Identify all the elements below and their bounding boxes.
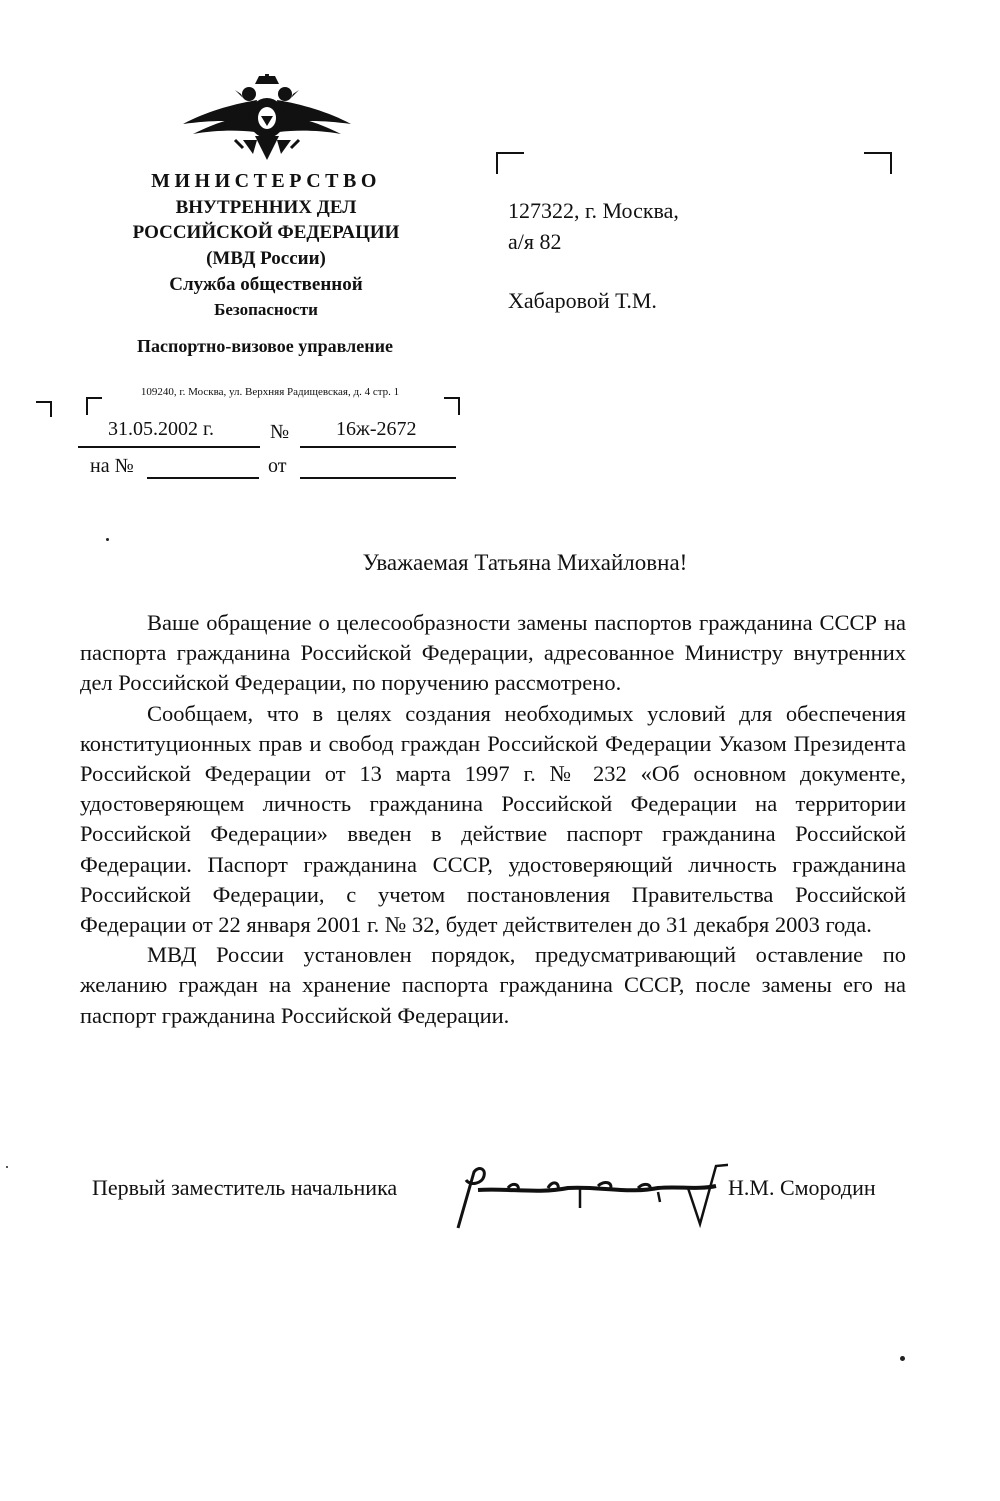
body-paragraph: Ваше обращение о целесообразности замены паспортов гражданина СССР на паспорта гражданина Российской Федерации, адресованное Министру внутренних дел Российской Федерации, по поручению рассмотрено.: [80, 610, 906, 696]
service-name-line2: Безопасности: [214, 300, 318, 319]
body-paragraph: МВД России установлен порядок, предусматривающий оставление по желанию граждан на хранение паспорта гражданина СССР, после замены его на паспорт гражданина Российской Федерации.: [80, 942, 906, 1028]
reply-to-underline: [147, 477, 259, 479]
corner-mark: [444, 397, 460, 415]
date-underline: [78, 446, 260, 448]
body-paragraph: Сообщаем, что в целях создания необходимых условий для обеспечения конституционных прав и свобод граждан Российской Федерации Указом Президента Российской Федерации от 13 марта 1997 г. № 232 «Об основном документе, удостоверяющем личность гражданина Российской Федерации на территории Российской Федерации» введен в действие паспорт гражданина Российской Федерации. Паспорт гражданина СССР, удостоверяющий личность гражданина Российской Федерации, с учетом постановления Правительства Российской Федерации от 22 января 2001 г. № 32, будет действителен до 31 декабря 2003 года.: [80, 700, 906, 938]
greeting: Уважаемая Татьяна Михайловна!: [362, 550, 688, 575]
scan-speck: [106, 538, 109, 541]
recipient-address-line1: 127322, г. Москва,: [508, 198, 679, 223]
document-date: 31.05.2002 г.: [108, 418, 214, 440]
handwritten-signature-icon: [448, 1158, 728, 1234]
scan-speck: [900, 1356, 905, 1361]
reply-to-label: на №: [90, 455, 134, 477]
department-name: Паспортно-визовое управление: [137, 336, 393, 356]
signatory-name: Н.М. Смородин: [728, 1175, 876, 1200]
letter-body: [80, 608, 906, 1031]
recipient-name: Хабаровой Т.М.: [508, 288, 657, 313]
from-underline: [300, 477, 456, 479]
service-name-line1: Служба общественной: [169, 274, 363, 295]
org-name-line3: РОССИЙСКОЙ ФЕДЕРАЦИИ: [132, 222, 400, 243]
scan-speck: [6, 1166, 8, 1168]
address-corner-right: [864, 152, 892, 174]
org-abbreviation: (МВД России): [206, 248, 326, 269]
sender-address: 109240, г. Москва, ул. Верхняя Радищевская, д. 4 стр. 1: [140, 386, 400, 398]
document-number: 16ж-2672: [336, 418, 417, 440]
emblem-icon: [183, 74, 351, 166]
org-name-line1: МИНИСТЕРСТВО: [151, 170, 381, 192]
corner-mark: [36, 401, 52, 417]
corner-mark: [86, 397, 102, 415]
recipient-address-line2: а/я 82: [508, 229, 562, 254]
signatory-position: Первый заместитель начальника: [92, 1175, 398, 1200]
number-underline: [300, 446, 456, 448]
address-corner-left: [496, 152, 524, 174]
from-label: от: [268, 455, 287, 477]
number-label: №: [270, 421, 290, 443]
org-name-line2: ВНУТРЕННИХ ДЕЛ: [175, 197, 357, 218]
